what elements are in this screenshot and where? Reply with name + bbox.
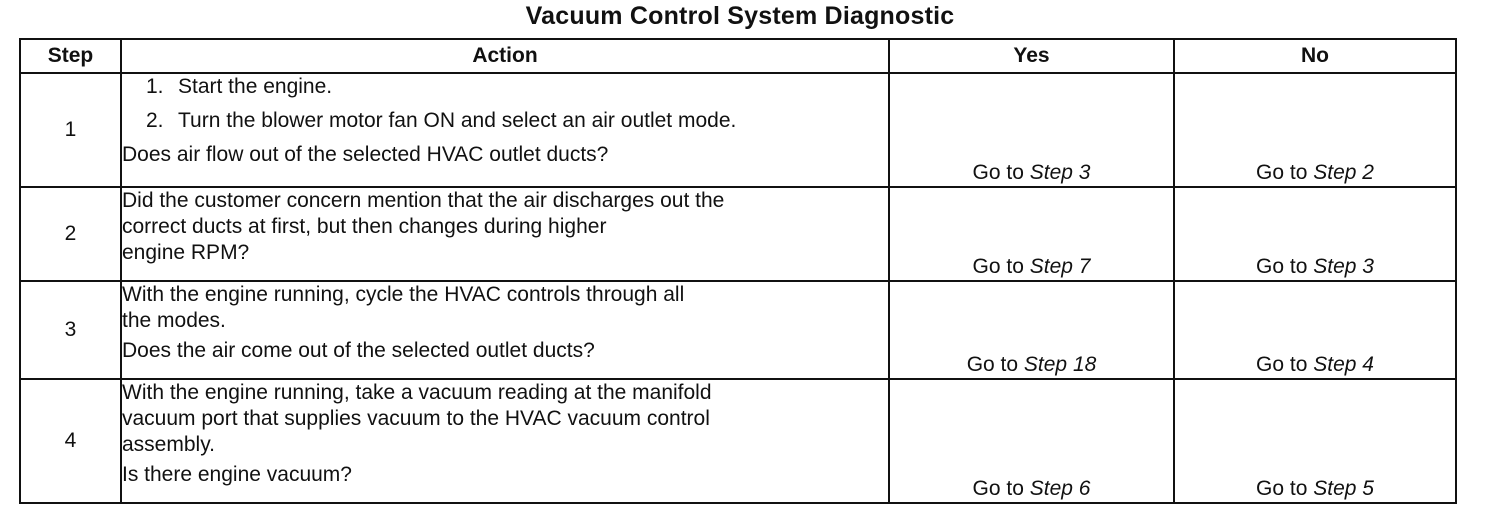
action-text-line: engine RPM? bbox=[122, 241, 250, 264]
header-yes: Yes bbox=[889, 39, 1174, 73]
diagnostic-question: Does the air come out of the selected outlet ducts? bbox=[122, 339, 595, 362]
table-row bbox=[20, 281, 1456, 379]
table-header-row bbox=[20, 39, 1456, 73]
action-text-line: assembly. bbox=[122, 433, 215, 456]
yes-step-ref: Step 18 bbox=[1023, 353, 1097, 376]
yes-step-ref: Step 3 bbox=[1029, 161, 1091, 184]
no-result bbox=[1174, 281, 1456, 379]
action-text-line: vacuum port that supplies vacuum to the HVAC vacuum control bbox=[122, 407, 710, 430]
yes-step-ref: Step 7 bbox=[1029, 255, 1091, 278]
action-cell bbox=[121, 187, 889, 281]
action-text-line: With the engine running, cycle the HVAC controls through all bbox=[122, 283, 685, 306]
header-step: Step bbox=[20, 39, 121, 73]
go-to-label: Go to bbox=[972, 161, 1024, 184]
go-to-label: Go to bbox=[966, 353, 1019, 376]
go-to-label: Go to bbox=[972, 477, 1024, 500]
step-number: 3 bbox=[20, 281, 121, 379]
diagnostic-question: Is there engine vacuum? bbox=[122, 463, 352, 486]
yes-step-ref: Step 6 bbox=[1029, 477, 1091, 500]
action-text-line: the modes. bbox=[122, 309, 226, 332]
no-result bbox=[1174, 73, 1456, 187]
no-step-ref: Step 3 bbox=[1313, 255, 1374, 278]
action-text-line: With the engine running, take a vacuum reading at the manifold bbox=[122, 381, 712, 404]
table-row bbox=[20, 73, 1456, 187]
action-cell bbox=[121, 281, 889, 379]
go-to-label: Go to bbox=[1256, 353, 1308, 376]
yes-result bbox=[889, 73, 1174, 187]
no-step-ref: Step 4 bbox=[1313, 353, 1374, 376]
no-result bbox=[1174, 379, 1456, 503]
go-to-label: Go to bbox=[972, 255, 1024, 278]
no-step-ref: Step 5 bbox=[1313, 477, 1374, 500]
diagnostic-table bbox=[19, 38, 1457, 504]
numbered-instruction bbox=[122, 108, 888, 134]
yes-result bbox=[889, 281, 1174, 379]
table-row bbox=[20, 187, 1456, 281]
instruction-number: 1. bbox=[146, 75, 164, 98]
yes-result bbox=[889, 379, 1174, 503]
numbered-instruction bbox=[122, 74, 888, 100]
action-cell bbox=[121, 379, 889, 503]
no-step-ref: Step 2 bbox=[1313, 161, 1374, 184]
page-title: Vacuum Control System Diagnostic bbox=[525, 2, 955, 30]
yes-result bbox=[889, 187, 1174, 281]
diagnostic-question: Does air flow out of the selected HVAC outlet ducts? bbox=[122, 143, 609, 166]
header-no: No bbox=[1174, 39, 1456, 73]
step-number: 2 bbox=[20, 187, 121, 281]
instruction-number: 2. bbox=[146, 109, 164, 132]
header-action: Action bbox=[121, 39, 889, 73]
action-text-line: correct ducts at first, but then changes during higher bbox=[122, 215, 607, 238]
table-row bbox=[20, 379, 1456, 503]
instruction-text: Start the engine. bbox=[178, 75, 333, 98]
go-to-label: Go to bbox=[1256, 477, 1308, 500]
step-number: 4 bbox=[20, 379, 121, 503]
action-cell bbox=[121, 73, 889, 187]
action-text-line: Did the customer concern mention that the air discharges out the bbox=[122, 189, 725, 212]
no-result bbox=[1174, 187, 1456, 281]
instruction-text: Turn the blower motor fan ON and select an air outlet mode. bbox=[178, 109, 737, 132]
step-number: 1 bbox=[20, 73, 121, 187]
go-to-label: Go to bbox=[1256, 255, 1308, 278]
go-to-label: Go to bbox=[1256, 161, 1308, 184]
